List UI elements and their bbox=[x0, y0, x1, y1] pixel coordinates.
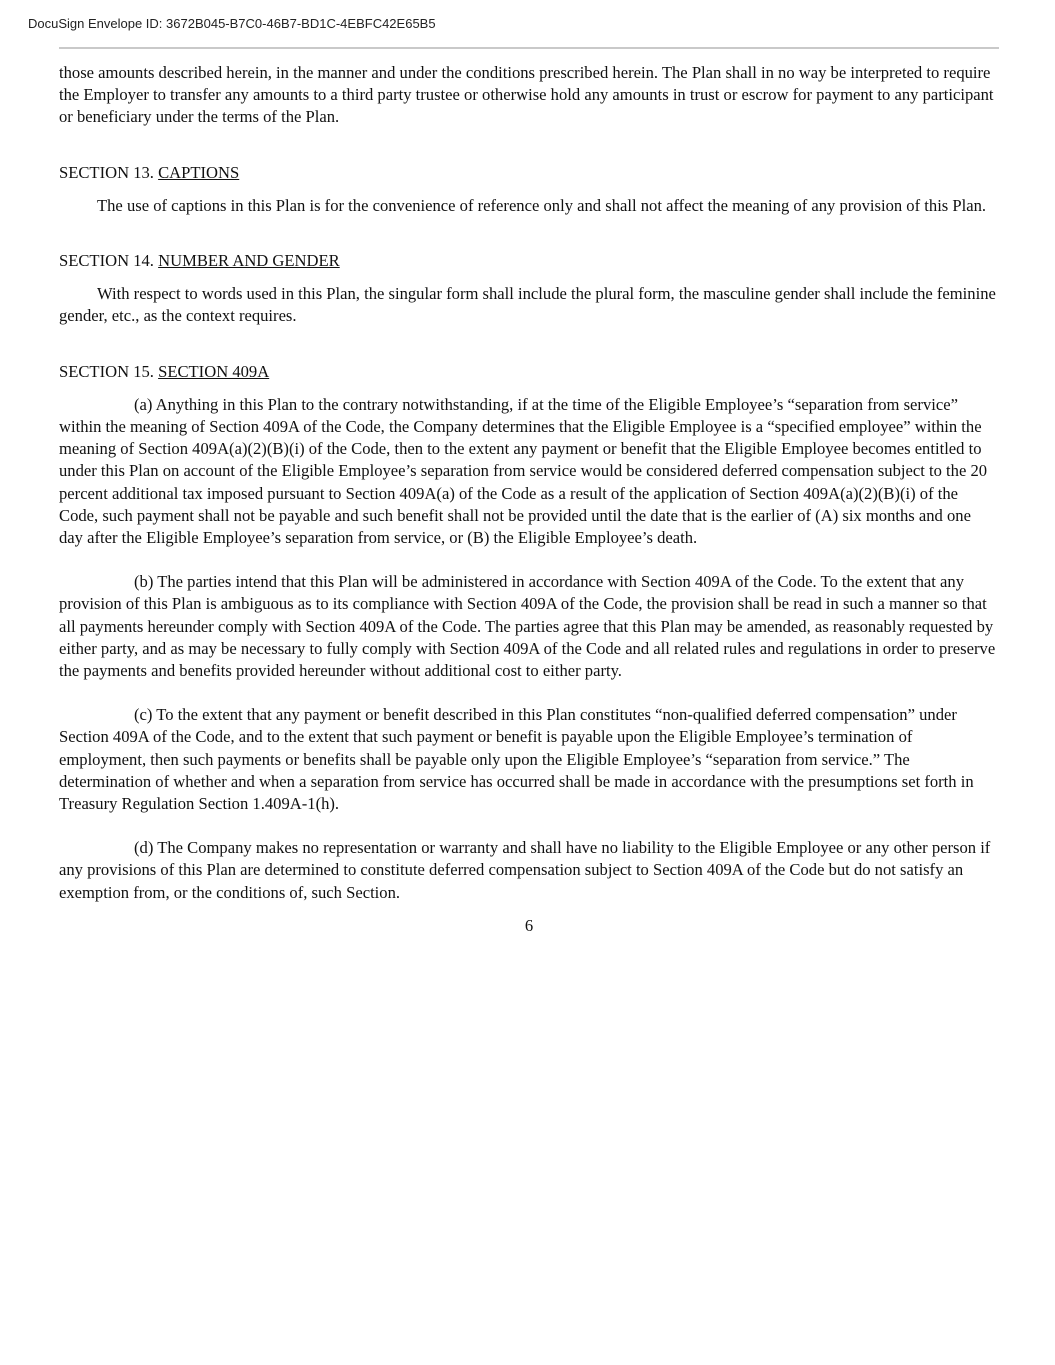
section-15-paragraph-b: (b) The parties intend that this Plan will be administered in accordance with Section 409A of the Code. To the extent that any provision of this Plan is ambiguous as to its compliance with Section 409A of the Code, the provision shall be read in such a manner so that all payments hereunder comply with Section 409A of the Code. The parties agree that this Plan may be amended, as reasonably requested by either party, and as may be necessary to fully comply with Section 409A of the Code and all related rules and regulations in order to preserve the payments and benefits provided hereunder without additional cost to either party. bbox=[59, 572, 996, 681]
section-13-number: SECTION 13. bbox=[59, 162, 154, 182]
section-14-title: NUMBER AND GENDER bbox=[158, 251, 340, 271]
section-14-heading bbox=[59, 250, 999, 272]
section-15-paragraph-a: (a) Anything in this Plan to the contrary notwithstanding, if at the time of the Eligible Employee’s “separation from service” within the meaning of Section 409A of the Code, the Company determines that the Eligible Employee is a “specified employee” within the meaning of Section 409A(a)(2)(B)(i) of the Code, then to the extent any payment or benefit that the Eligible Employee becomes entitled to under this Plan on account of the Eligible Employee’s separation from service would be considered deferred compensation subject to the 20 percent additional tax imposed pursuant to Section 409A(a) of the Code as a result of the application of Section 409A(a)(2)(B)(i) of the Code, such payment shall not be payable and such benefit shall not be provided until the date that is the earlier of (A) six months and one day after the Eligible Employee’s separation from service, or (B) the Eligible Employee’s death. bbox=[59, 394, 988, 548]
docusign-envelope-id: DocuSign Envelope ID: 3672B045-B7C0-46B7-BD1C-4EBFC42E65B5 bbox=[28, 16, 436, 31]
intro-paragraph: those amounts described herein, in the manner and under the conditions prescribed herein. The Plan shall in no way be interpreted to require the Employer to transfer any amounts to a third party trustee or otherwise hold any amounts in trust or escrow for payment to any participant or beneficiary under the terms of the Plan. bbox=[59, 63, 994, 127]
section-14-number: SECTION 14. bbox=[59, 251, 154, 271]
section-15-paragraph-d: (d) The Company makes no representation or warranty and shall have no liability to the Eligible Employee or any other person if any provisions of this Plan are determined to constitute deferred compensation subject to Section 409A of the Code but do not satisfy an exemption from, or the conditions of, such Section. bbox=[59, 838, 991, 902]
section-13-heading bbox=[59, 162, 999, 184]
document-body bbox=[59, 62, 999, 937]
section-14-paragraph: With respect to words used in this Plan, the singular form shall include the plural form, the masculine gender shall include the feminine gender, etc., as the context requires. bbox=[59, 284, 996, 326]
section-13-title: CAPTIONS bbox=[158, 162, 240, 182]
section-15-heading bbox=[59, 361, 999, 383]
page-number: 6 bbox=[524, 915, 534, 935]
section-15-number: SECTION 15. bbox=[59, 361, 154, 381]
section-15-title: SECTION 409A bbox=[158, 361, 270, 381]
section-15-paragraph-c: (c) To the extent that any payment or benefit described in this Plan constitutes “non-qualified deferred compensation” under Section 409A of the Code, and to the extent that such payment or benefit is payable upon the Eligible Employee’s termination of employment, then such payments or benefits shall be payable only upon the Eligible Employee’s “separation from service.” The determination of whether and when a separation from service has occurred shall be made in accordance with the presumptions set forth in Treasury Regulation Section 1.409A-1(h). bbox=[59, 705, 974, 814]
section-13-paragraph: The use of captions in this Plan is for the convenience of reference only and shall not affect the meaning of any provision of this Plan. bbox=[97, 195, 987, 215]
header-divider bbox=[59, 47, 999, 49]
